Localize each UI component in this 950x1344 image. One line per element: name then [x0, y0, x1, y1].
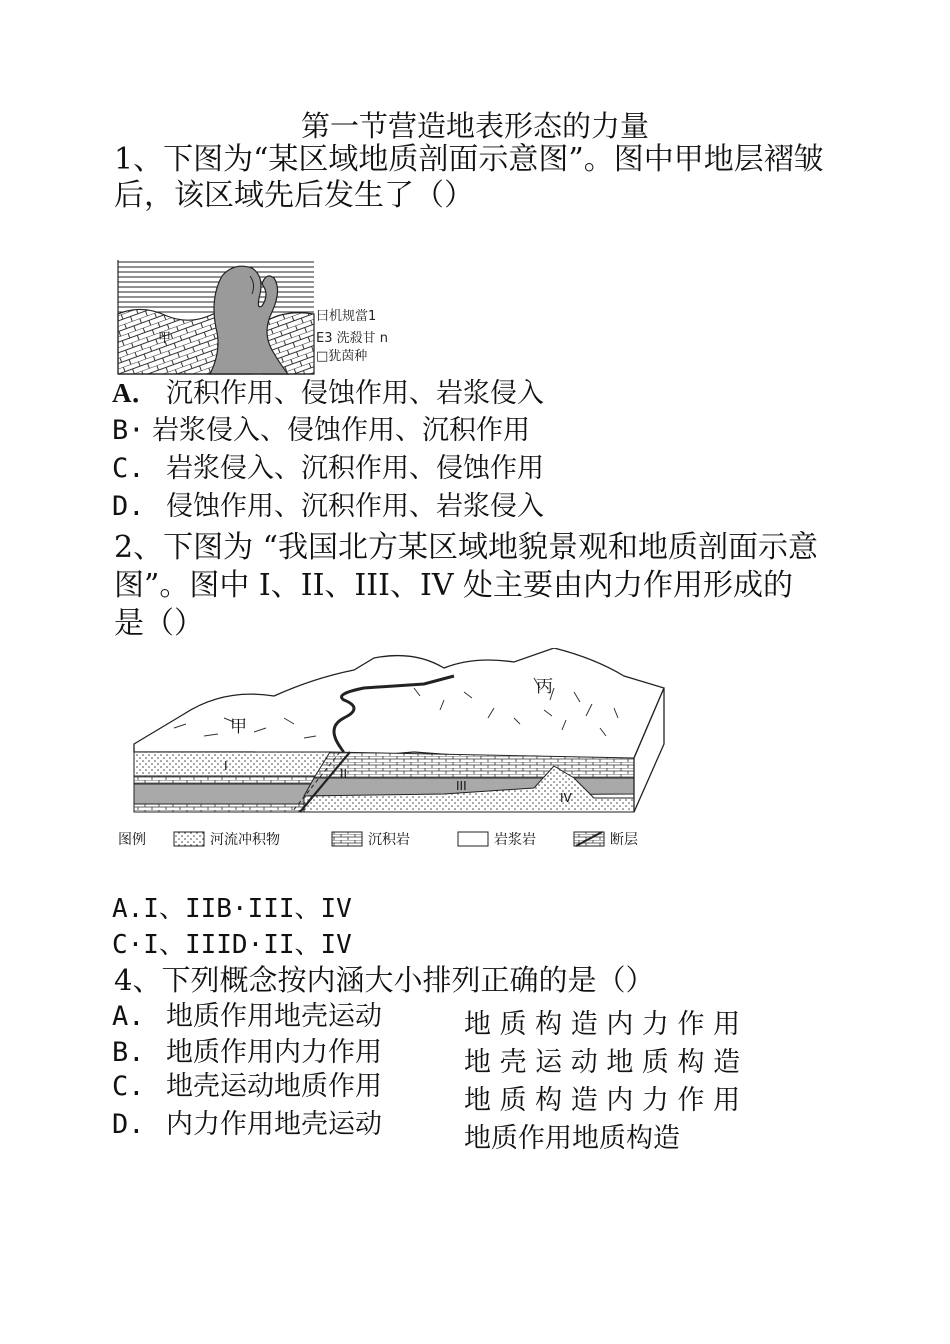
- legend-sedimentary: 沉积岩: [368, 832, 410, 848]
- question-2-options-line-1: A.I、IIB·III、IV: [112, 894, 352, 924]
- option-text: 侵蚀作用、沉积作用、岩浆侵入: [166, 491, 544, 522]
- label-II: II: [340, 767, 348, 781]
- question-4-option-d: [112, 1108, 382, 1142]
- option-label: A．: [112, 378, 159, 408]
- question-2-options-line-2: C·I、IIID·II、IV: [112, 930, 352, 960]
- question-1-line-1: 1、下图为“某区域地质剖面示意图”。图中甲地层褶皱: [114, 142, 824, 177]
- legend-alluvium: 河流冲积物: [210, 832, 280, 848]
- question-2-line-1: 2、下图为 “我国北方某区域地貌景观和地质剖面示意: [114, 530, 818, 565]
- question-2-line-2: 图”。图中 I、II、III、IV 处主要由内力作用形成的: [114, 568, 794, 603]
- option-left-text: 地质作用地壳运动: [166, 1001, 382, 1032]
- option-label: B·: [112, 415, 145, 446]
- option-left-text: 地壳运动地质作用: [166, 1071, 382, 1102]
- question-1-line-2: 后，该区域先后发生了（）: [114, 178, 474, 213]
- option-label: D.: [112, 491, 145, 522]
- legend-magmatic: 岩浆岩: [494, 832, 536, 848]
- landform-block-diagram-figure-2: [114, 648, 674, 854]
- option-text: 岩浆侵入、侵蚀作用、沉积作用: [152, 415, 530, 446]
- question-4-option-d-right: 地质作用地质构造: [464, 1123, 680, 1154]
- question-1-option-d: [112, 490, 544, 524]
- question-4-option-c-right: 地 质 构 造 内 力 作 用: [464, 1085, 741, 1116]
- question-1-option-b: [112, 414, 530, 448]
- label-IV: IV: [560, 791, 572, 805]
- question-4-option-a-right: 地 质 构 造 内 力 作 用: [464, 1009, 741, 1040]
- figure-1-legend-3: □犹茵种: [316, 349, 368, 364]
- legend-fault: 断层: [610, 832, 638, 848]
- question-2-line-3: 是（）: [114, 606, 204, 641]
- option-text: 沉积作用、侵蚀作用、岩浆侵入: [166, 378, 544, 409]
- label-bing: 丙: [536, 677, 553, 697]
- label-III: III: [456, 779, 467, 793]
- option-label: A.: [112, 1001, 145, 1032]
- option-label: B.: [112, 1037, 145, 1068]
- jia-label: 甲: [158, 331, 172, 346]
- question-1-option-c: [112, 452, 544, 486]
- alluvium-layer: [134, 752, 330, 776]
- question-4-option-c: [112, 1070, 382, 1104]
- option-left-text: 地质作用内力作用: [166, 1037, 382, 1068]
- geologic-section-figure-1: [112, 254, 412, 380]
- label-jia: 甲: [230, 717, 247, 737]
- terrain-surface: [134, 648, 664, 760]
- option-label: D.: [112, 1109, 145, 1140]
- figure-1-legend-2: E3 洗殺甘 n: [316, 331, 388, 346]
- figure-2-legend: [118, 831, 638, 848]
- option-text: 岩浆侵入、沉积作用、侵蚀作用: [166, 453, 544, 484]
- figure-1-legend-1: 曰机规當1: [316, 309, 377, 324]
- question-4-option-b-right: 地 壳 运 动 地 质 构 造: [464, 1047, 741, 1078]
- option-label: C.: [112, 1071, 145, 1102]
- label-I: I: [224, 759, 228, 773]
- option-left-text: 内力作用地壳运动: [166, 1109, 382, 1140]
- question-1-option-a: [112, 376, 544, 411]
- legend-title: 图例: [118, 832, 146, 848]
- option-label: C.: [112, 453, 145, 484]
- question-4-option-b: [112, 1036, 382, 1070]
- question-4-option-a: [112, 1000, 382, 1034]
- question-4-line-1: 4、下列概念按内涵大小排列正确的是（）: [114, 963, 655, 997]
- page-title: 第一节营造地表形态的力量: [300, 109, 649, 143]
